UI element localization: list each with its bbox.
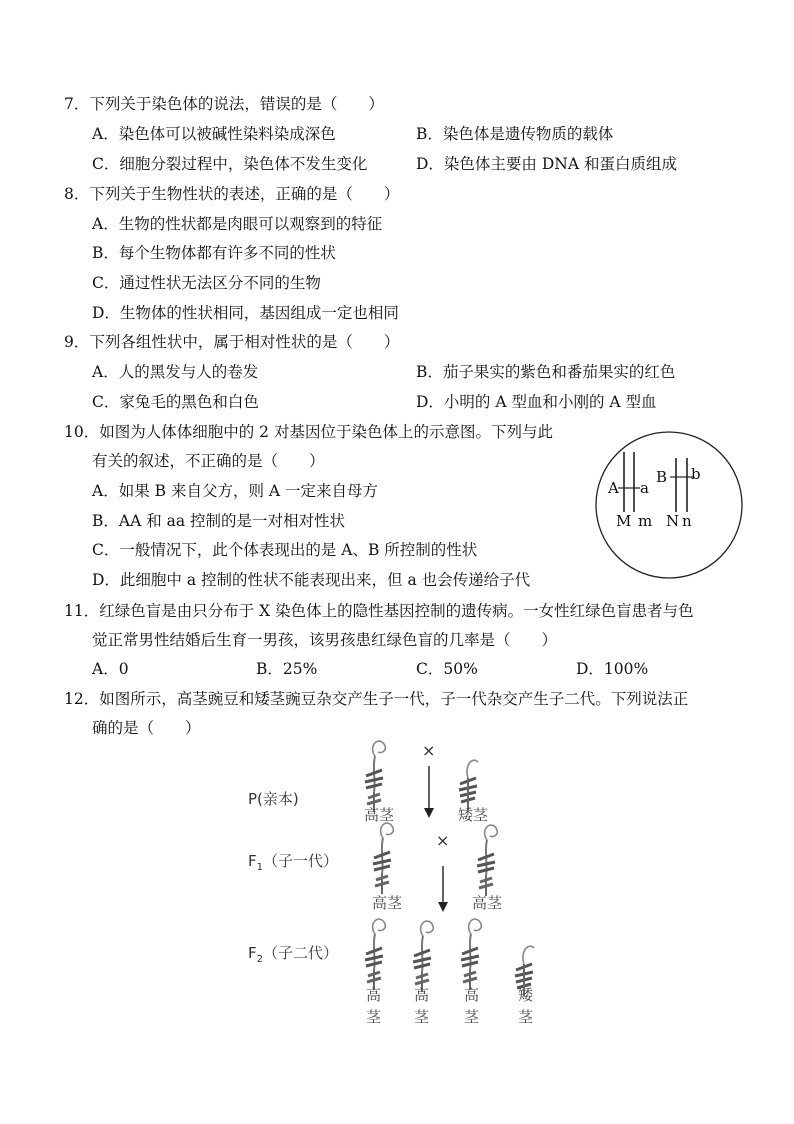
parent-short-label: 矮茎 — [458, 806, 489, 824]
parent-tall-label: 高茎 — [364, 806, 395, 824]
q9-option-c[interactable]: C．家兔毛的黑色和白色 — [92, 393, 259, 411]
q11-option-b[interactable]: B．25% — [256, 660, 318, 678]
f2-generation-label: $F_2$（子二代） — [248, 944, 339, 965]
q12-stem-line2: 确的是（ ） — [92, 719, 201, 737]
gene-b-label: b — [691, 465, 701, 483]
q9-stem: 9．下列各组性状中，属于相对性状的是（ ） — [64, 333, 400, 351]
q11-stem-line2: 觉正常男性结婚后生育一男孩，该男孩患红绿色盲的几率是（ ） — [92, 631, 558, 649]
q10-option-b[interactable]: B．AA 和 aa 控制的是一对相对性状 — [92, 512, 346, 530]
f1-tall-label-left: 高茎 — [372, 894, 403, 912]
q8-option-c[interactable]: C．通过性状无法区分不同的生物 — [92, 274, 321, 292]
f2-tall-3-label-bottom: 茎 — [464, 1008, 480, 1026]
chromosome-m-label: m — [638, 512, 653, 530]
q10-stem-line1: 10．如图为人体体细胞中的 2 对基因位于染色体上的示意图。下列与此 — [64, 423, 553, 441]
q8-option-d[interactable]: D．生物体的性状相同，基因组成一定也相同 — [92, 304, 399, 322]
q7-stem: 7．下列关于染色体的说法，错误的是（ ） — [64, 95, 384, 113]
chromosome-M-label: M — [616, 512, 632, 530]
cell-chromosome-diagram — [594, 430, 744, 580]
f2-tall-1-label-top: 高 — [366, 986, 382, 1004]
gene-a-label: a — [640, 479, 649, 497]
q7-option-d[interactable]: D．染色体主要由 DNA 和蛋白质组成 — [416, 155, 677, 173]
f1-tall-plant-right-image — [477, 825, 497, 896]
q7-option-c[interactable]: C．细胞分裂过程中，染色体不发生变化 — [92, 155, 368, 173]
f2-short-label-top: 矮 — [518, 986, 534, 1004]
parent-cross-symbol: × — [422, 741, 436, 760]
f2-tall-2-label-bottom: 茎 — [414, 1008, 430, 1026]
q12-stem-line1: 12．如图所示，高茎豌豆和矮茎豌豆杂交产生子一代，子一代杂交产生子二代。下列说法正 — [64, 690, 689, 708]
q10-option-c[interactable]: C．一般情况下，此个体表现出的是 A、B 所控制的性状 — [92, 541, 478, 559]
q9-option-a[interactable]: A．人的黑发与人的卷发 — [92, 363, 259, 381]
q9-option-d[interactable]: D．小明的 A 型血和小刚的 A 型血 — [416, 393, 657, 411]
f2-tall-plant-2-image — [413, 921, 433, 992]
q11-stem-line1: 11．红绿色盲是由只分布于 X 染色体上的隐性基因控制的遗传病。一女性红绿色盲患者与色 — [64, 602, 694, 620]
f2-tall-plant-1-image — [365, 919, 385, 990]
q11-option-c[interactable]: C．50% — [416, 660, 478, 678]
q10-option-d[interactable]: D．此细胞中 a 控制的性状不能表现出来，但 a 也会传递给子代 — [92, 571, 531, 589]
q11-option-a[interactable]: A．0 — [92, 660, 129, 678]
chromosome-N-label: N — [666, 512, 680, 530]
parent-short-plant-image — [459, 760, 478, 810]
f1-tall-plant-left-image — [373, 823, 393, 894]
q10-stem-line2: 有关的叙述，不正确的是（ ） — [92, 452, 325, 470]
f2-tall-plant-3-image — [461, 919, 481, 990]
cell-membrane — [596, 432, 742, 578]
q7-option-b[interactable]: B．染色体是遗传物质的载体 — [416, 125, 614, 143]
f1-cross-symbol: × — [436, 831, 450, 850]
parent-tall-plant-image — [365, 741, 385, 812]
q9-option-b[interactable]: B．茄子果实的紫色和番茄果实的红色 — [416, 363, 676, 381]
q10-option-a[interactable]: A．如果 B 来自父方，则 A 一定来自母方 — [92, 482, 378, 500]
q8-option-b[interactable]: B．每个生物体都有许多不同的性状 — [92, 244, 336, 262]
f2-tall-1-label-bottom: 茎 — [366, 1008, 382, 1026]
q7-option-a[interactable]: A．染色体可以被碱性染料染成深色 — [92, 125, 336, 143]
p-generation-label: P(亲本) — [248, 790, 299, 808]
q8-option-a[interactable]: A．生物的性状都是肉眼可以观察到的特征 — [92, 215, 383, 233]
f2-tall-2-label-top: 高 — [414, 986, 430, 1004]
chromosome-n-label: n — [682, 512, 692, 530]
pea-cross-diagram — [240, 736, 560, 1036]
gene-A-label: A — [608, 479, 619, 497]
f1-tall-label-right: 高茎 — [472, 894, 503, 912]
q8-stem: 8．下列关于生物性状的表述，正确的是（ ） — [64, 185, 400, 203]
f2-short-label-bottom: 茎 — [518, 1008, 534, 1026]
f2-tall-3-label-top: 高 — [464, 986, 480, 1004]
q11-option-d[interactable]: D．100% — [576, 660, 649, 678]
gene-B-label: B — [656, 468, 668, 486]
f1-generation-label: $F_1$（子一代） — [248, 852, 339, 873]
